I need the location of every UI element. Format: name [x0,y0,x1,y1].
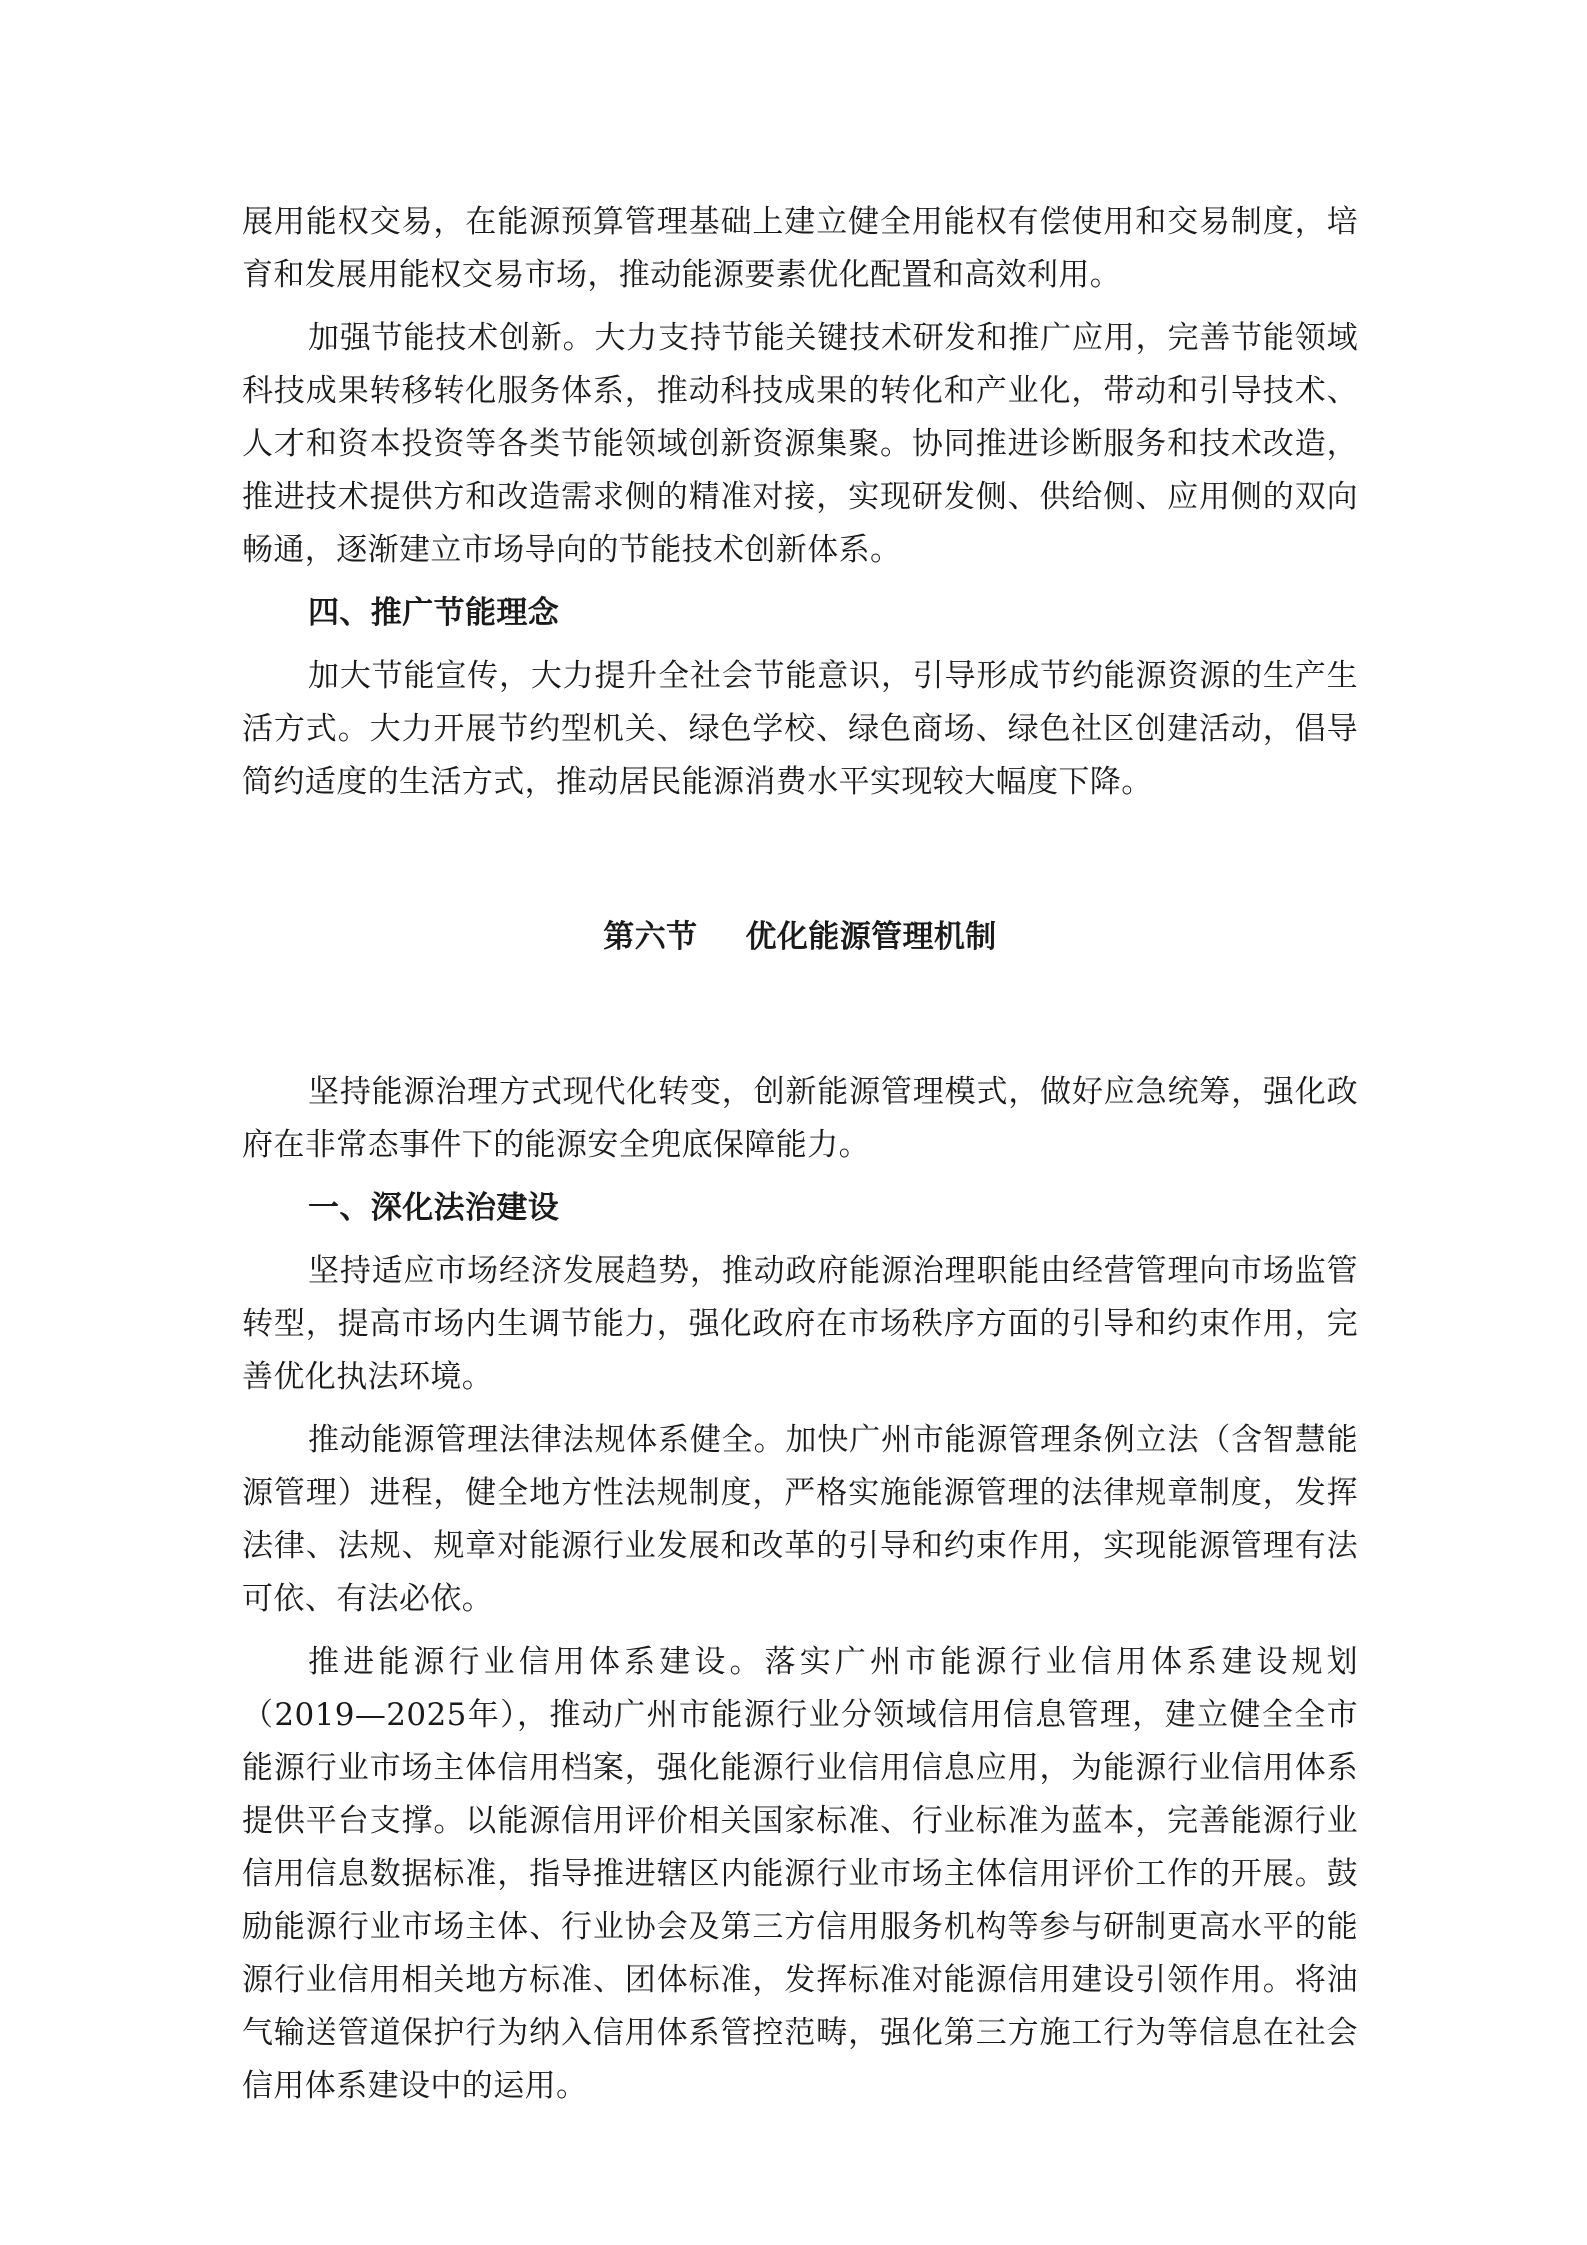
paragraph-market-regulation: 坚持适应市场经济发展趋势，推动政府能源治理职能由经营管理向市场监管转型，提高市场内生调节能力，强化政府在市场秩序方面的引导和约束作用，完善优化执法环境。 [242,1253,1358,1395]
section-number: 第六节 [603,919,698,955]
heading-promote-saving-concept: 四、推广节能理念 [308,595,560,631]
section-title [242,911,1358,964]
paragraph-governance-modernization: 坚持能源治理方式现代化转变，创新能源管理模式，做好应急统筹，强化政府在非常态事件下的能源安全兜底保障能力。 [242,1074,1358,1163]
paragraph-energy-rights-trading: 展用能权交易，在能源预算管理基础上建立健全用能权有偿使用和交易制度，培育和发展用能权交易市场，推动能源要素优化配置和高效利用。 [242,204,1358,293]
paragraph-credit-system: 推进能源行业信用体系建设。落实广州市能源行业信用体系建设规划（2019—2025年），推动广州市能源行业分领域信用信息管理，建立健全全市能源行业市场主体信用档案，强化能源行业信用信息应用，为能源行业信用体系提供平台支撑。以能源信用评价相关国家标准、行业标准为蓝本，完善能源行业信用信息数据标准，指导推进辖区内能源行业市场主体信用评价工作的开展。鼓励能源行业市场主体、行业协会及第三方信用服务机构等参与研制更高水平的能源行业信用相关地方标准、团体标准，发挥标准对能源信用建设引领作用。将油气输送管道保护行为纳入信用体系管控范畴，强化第三方施工行为等信息在社会信用体系建设中的运用。 [242,1644,1358,2104]
heading-rule-of-law: 一、深化法治建设 [308,1190,560,1226]
paragraph-energy-tech-innovation: 加强节能技术创新。大力支持节能关键技术研发和推广应用，完善节能领域科技成果转移转化服务体系，推动科技成果的转化和产业化，带动和引导技术、人才和资本投资等各类节能领域创新资源集聚。协同推进诊断服务和技术改造，推进技术提供方和改造需求侧的精准对接，实现研发侧、供给侧、应用侧的双向畅通，逐渐建立市场导向的节能技术创新体系。 [242,320,1358,568]
paragraph-energy-saving-publicity: 加大节能宣传，大力提升全社会节能意识，引导形成节约能源资源的生产生活方式。大力开展节约型机关、绿色学校、绿色商场、绿色社区创建活动，倡导简约适度的生活方式，推动居民能源消费水平实现较大幅度下降。 [242,658,1358,800]
paragraph-legal-system: 推动能源管理法律法规体系健全。加快广州市能源管理条例立法（含智慧能源管理）进程，健全地方性法规制度，严格实施能源管理的法律规章制度，发挥法律、法规、规章对能源行业发展和改革的引导和约束作用，实现能源管理有法可依、有法必依。 [242,1422,1358,1617]
document-page [242,196,1358,2113]
section-name: 优化能源管理机制 [745,919,997,955]
